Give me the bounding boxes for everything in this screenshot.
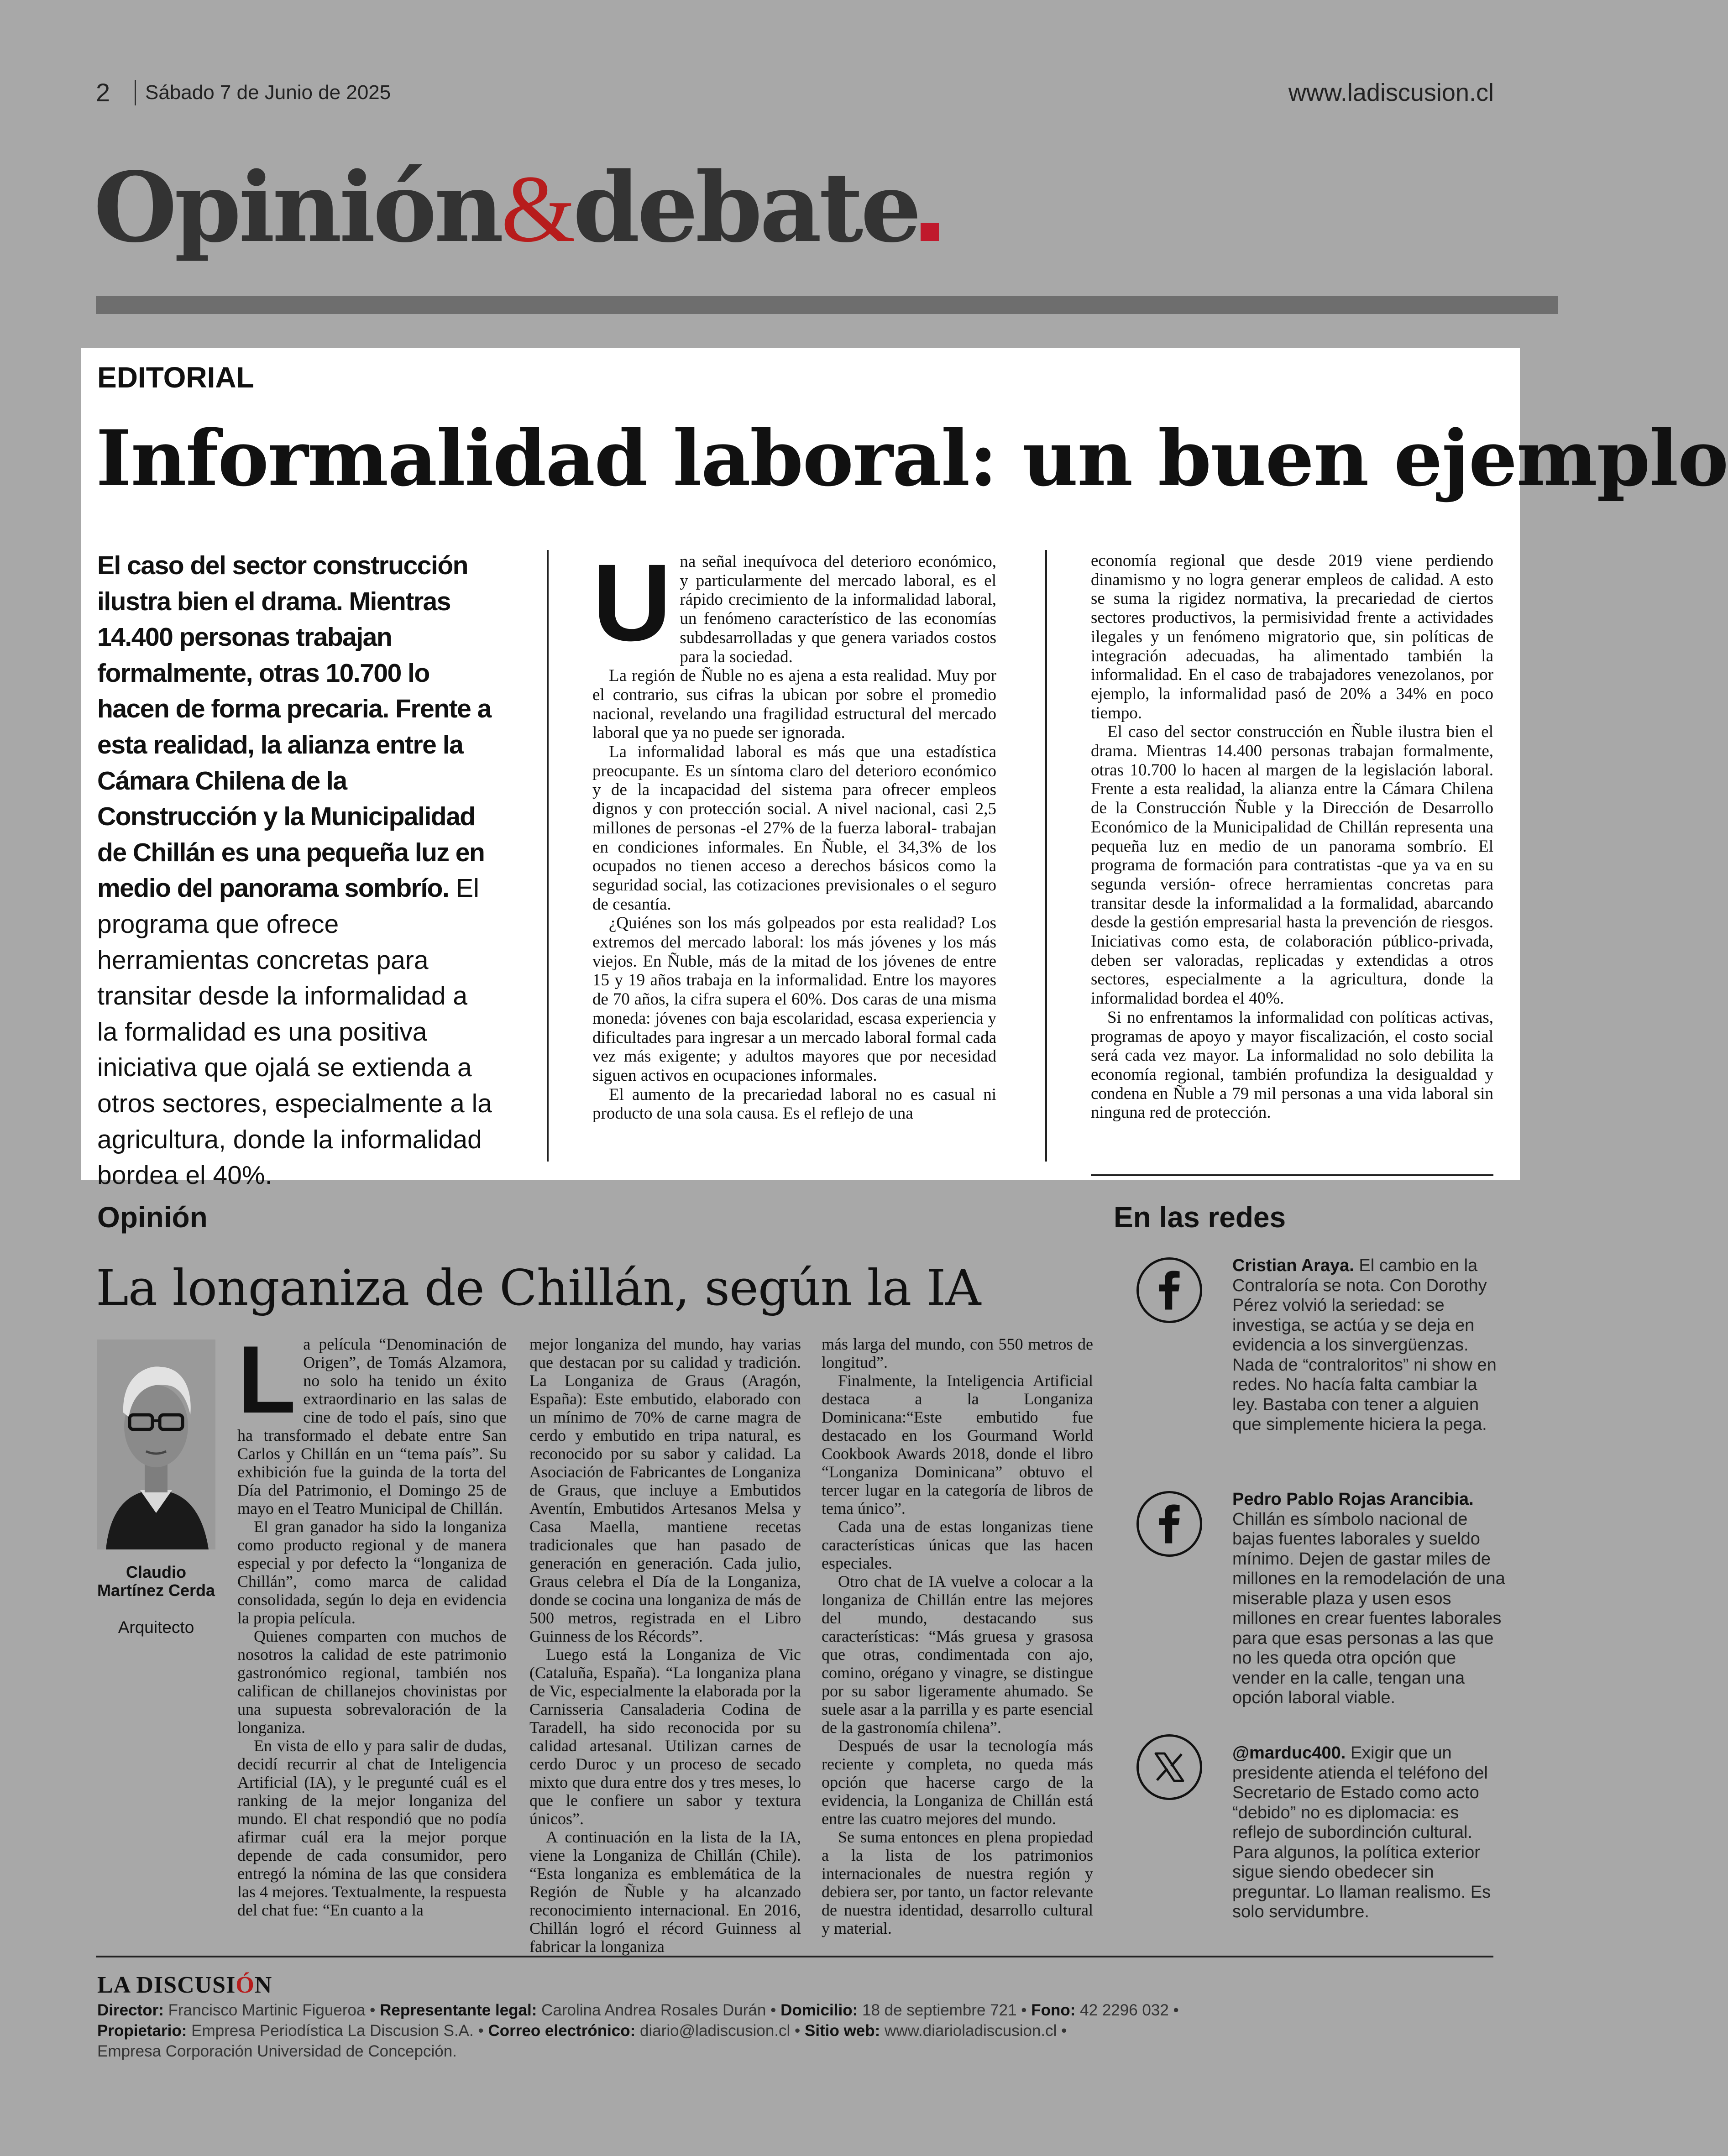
section-title-ampersand: &: [501, 156, 573, 262]
section-title-word-2: debate: [573, 151, 919, 264]
editorial-paragraph: [592, 541, 996, 666]
author-name: Claudio Martínez Cerda: [97, 1563, 215, 1600]
footer-rule: [96, 1956, 1493, 1957]
editorial-column-2: [1091, 551, 1493, 1163]
social-section-title: En las redes: [1114, 1201, 1286, 1234]
footer-value: Carolina Andrea Rosales Durán •: [537, 2001, 781, 2019]
editorial-paragraph: El caso del sector construcción en Ñuble ilustra bien el drama. Mientras 14.400 personas trabajan formalmente, otras 10.700 lo hacen al margen de la legislación laboral. Frente a esta realidad, la alianza entre la Cámara Chilena de la Construcción Ñuble y la Dirección de Desarrollo Económico de la Municipalidad de Chillán representa una pequeña luz en medio de un panorama sombrío. El programa de formación para contratistas -que ya va en su segunda versión- ofrece herramientas concretas para transitar desde la informalidad a la formalidad, abarcando desde la gestión empresarial hasta la prevención de riesgos. Iniciativas como esta, de colaboración público-privada, deben ser valoradas, replicadas y extendidas a otros sectores, especialmente a la agricultura, donde la informalidad bordea el 40%.: [1091, 722, 1493, 1008]
social-post-text: Exigir que un presidente atienda el teléfono del Secretario de Estado como acto “debido” no es diplomacia: es reflejo de subordinción cultural. Para algunos, la política exterior sigue siendo obedecer sin preguntar. Lo llaman realismo. Es solo servidumbre.: [1232, 1743, 1491, 1921]
editorial-lede-bold: El caso del sector construcción ilustra bien el drama. Mientras 14.400 personas trabajan formalmente, otras 10.700 lo hacen de forma precaria. Frente a esta realidad, la alianza entre la Cámara Chilena de la Construcción y la Municipalidad de Chillán es una pequeña luz en medio del panorama sombrío.: [97, 551, 491, 903]
footer-website[interactable]: www.diarioladiscusion.cl •: [880, 2022, 1067, 2040]
opinion-paragraph: Cada una de estas longanizas tiene características únicas que las hacen especiales.: [822, 1518, 1093, 1572]
editorial-dropcap: U: [592, 541, 672, 664]
opinion-paragraph: Finalmente, la Inteligencia Artificial destaca a la Longaniza Dominicana:“Este embutido fue destacado en los Gourmand World Cookbook Awards 2018, donde el libro “Longaniza Dominicana” obtuvo el tercer lugar en la categoría de libros de tema único”.: [822, 1371, 1093, 1518]
editorial-headline: Informalidad laboral: un buen ejemplo: [96, 413, 1728, 503]
editorial-paragraph: Si no enfrentamos la informalidad con políticas activas, programas de apoyo y mayor fiscalización, el costo social será cada vez mayor. La informalidad no solo debilita la economía regional, también profundiza la desigualdad y condena en Ñuble a 79 mil personas a una vida laboral sin ninguna red de protección.: [1091, 1008, 1493, 1122]
opinion-paragraph: Se suma entonces en plena propiedad a la lista de los patrimonios internacionales de nuestra región y debiera ser, por tanto, un factor relevante de nuestra identidad, desarrollo cultural y material.: [822, 1828, 1093, 1937]
social-post: [1232, 1256, 1506, 1435]
footer-label: Fono:: [1031, 2001, 1076, 2019]
editorial-end-rule: [1091, 1174, 1493, 1176]
editorial-lede: [97, 548, 494, 1193]
opinion-paragraph: más larga del mundo, con 550 metros de longitud”.: [822, 1335, 1093, 1371]
opinion-column-1: [237, 1326, 507, 1937]
footer-value: 42 2296 032 •: [1075, 2001, 1179, 2019]
opinion-paragraph: Luego está la Longaniza de Vic (Cataluña, España). “La longaniza plana de Vic, especialmente la elaborada por la Carnisseria Cansaladeria Codina de Taradell, ha sido reconocida por su calidad artesanal. Utilizan carnes de cerdo Duroc y un proceso de secado mixto que dura entre dos y tres meses, lo que le confiere un sabor y textura únicos”.: [529, 1645, 801, 1828]
author-role: Arquitecto: [118, 1618, 194, 1637]
facebook-icon[interactable]: [1136, 1491, 1202, 1557]
footer-value: Francisco Martinic Figueroa •: [163, 2001, 380, 2019]
author-photo: [97, 1340, 215, 1549]
editorial-paragraph: La región de Ñuble no es ajena a esta realidad. Muy por el contrario, sus cifras la ubican por sobre el promedio nacional, revelando una fragilidad estructural del mercado laboral que ya no puede ser ignorada.: [592, 666, 996, 743]
opinion-headline: La longaniza de Chillán, según la IA: [96, 1260, 981, 1317]
opinion-column-2: [529, 1335, 801, 1956]
footer-label: Sitio web:: [805, 2022, 880, 2040]
social-post: [1232, 1490, 1506, 1708]
paragraph-text: na señal inequívoca del deterioro económico, y particularmente del mercado laboral, es el rápido crecimiento de la informalidad laboral, un fenómeno característico de las economías subdesarrolladas y que genera variados costos para la sociedad.: [680, 552, 996, 666]
logo-accent-letter: Ó: [236, 1972, 255, 1998]
opinion-paragraph: El gran ganador ha sido la longaniza como producto regional y de manera especial y por defecto la “longaniza de Chillán”, como marca de calidad consolidada, según lo deja en evidencia la propia película.: [237, 1518, 507, 1627]
opinion-dropcap: L: [237, 1326, 296, 1433]
section-title-square-dot: [921, 223, 939, 241]
editorial-paragraph: economía regional que desde 2019 viene perdiendo dinamismo y no logra generar empleos de calidad. A esto se suma la rigidez normativa, la precariedad de ciertos sectores productivos, la permisividad frente a actividades ilegales y un fenómeno migratorio que, sin políticas de integración adecuadas, ha alimentado también la informalidad. En el caso de trabajadores venezolanos, por ejemplo, la informalidad pasó de 20% a 34% en poco tiempo.: [1091, 551, 1493, 722]
footer-credits-line-1: [97, 2001, 1179, 2020]
footer-value: 18 de septiembre 721 •: [858, 2001, 1032, 2019]
page-number: 2: [96, 78, 110, 107]
issue-date: Sábado 7 de Junio de 2025: [145, 81, 391, 104]
social-post-author: @marduc400.: [1232, 1743, 1346, 1763]
opinion-paragraph: Después de usar la tecnología más reciente y completa, no queda más opción que hacerse cargo de la evidencia, la Longaniza de Chillán está entre las cuatro mejores del mundo.: [822, 1737, 1093, 1828]
opinion-paragraph: Quienes comparten con muchos de nosotros la calidad de este patrimonio gastronómico regional, también nos califican de chillanejos chovinistas por una supuesta sobrevaloración de la longaniza.: [237, 1627, 507, 1737]
footer-value: Empresa Periodística La Discusion S.A. •: [187, 2022, 488, 2040]
column-rule: [1045, 550, 1047, 1162]
x-icon[interactable]: [1136, 1734, 1202, 1800]
footer-label: Correo electrónico:: [488, 2022, 636, 2040]
header-divider: [135, 80, 136, 105]
footer-label: Domicilio:: [780, 2001, 858, 2019]
editorial-paragraph: ¿Quiénes son los más golpeados por esta realidad? Los extremos del mercado laboral: los más jóvenes y los más viejos. En Ñuble, más de la mitad de los jóvenes de entre 15 y 19 años trabaja en la informalidad. Entre los mayores de 70 años, la cifra supera el 60%. Dos caras de una misma moneda: jóvenes con baja escolaridad, escasa experiencia y dificultades para ingresar a un mercado laboral formal cada vez más exigente; y adultos mayores que por necesidad siguen activos en ocupaciones informales.: [592, 914, 996, 1085]
social-post-text: Chillán es símbolo nacional de bajas fuentes laborales y sueldo mínimo. Dejen de gastar miles de millones en la remodelación de una miserable plaza y usen esos millones en crear fuentes laborales para que esas personas a las que no les queda otra opción que vender en la calle, tengan una opción laboral viable.: [1232, 1509, 1505, 1707]
footer-credits-line-2: [97, 2022, 1067, 2040]
masthead-rule: [96, 296, 1558, 314]
social-post-author: Cristian Araya.: [1232, 1256, 1354, 1275]
social-post: [1232, 1743, 1506, 1922]
logo-text: LA DISCUSI: [97, 1972, 236, 1998]
opinion-paragraph: A continuación en la lista de la IA, viene la Longaniza de Chillán (Chile). “Esta longaniza es emblemática de la Región de Ñuble y ha alcanzado reconocimiento internacional. En 2016, Chillán logró el récord Guinness al fabricar la longaniza: [529, 1828, 801, 1956]
logo-text-end: N: [254, 1972, 272, 1998]
opinion-paragraph: mejor longaniza del mundo, hay varias que destacan por su calidad y tradición. La Longaniza de Graus (Aragón, España): Este embutido, elaborado con un mínimo de 70% de carne magra de cerdo y embutido en tripa natural, es reconocido por su sabor y calidad. La Asociación de Fabricantes de Longaniza de Graus, que incluye a Embutidos Aventín, Embutidos Artesanos Melsa y Casa Maella, mantiene recetas tradicionales que han pasado de generación en generación. Cada julio, Graus celebra el Día de la Longaniza, donde se cocina una longaniza de más de 500 metros, registrada en el Libro Guinness de los Récords”.: [529, 1335, 801, 1645]
section-title-word-1: Opinión: [94, 151, 501, 264]
opinion-paragraph: En vista de ello y para salir de dudas, decidí recurrir al chat de Inteligencia Artificial (IA), y le pregunté cuál es el ranking de la mejor longaniza del mundo. El chat respondió que no podía afirmar cuál era la mejor porque depende de cada consumidor, pero entregó la nómina de las que considera las 4 mejores. Textualmente, la respuesta del chat fue: “En cuanto a la: [237, 1737, 507, 1919]
social-post-text: El cambio en la Contraloría se nota. Con Dorothy Pérez volvió la seriedad: se investiga, se actúa y se deja en evidencia a los sinvergüenzas. Nada de “contraloritos” ni show en redes. No hacía falta cambiar la ley. Bastaba con tener a alguien que simplemente hiciera la pega.: [1232, 1256, 1497, 1434]
footer-email[interactable]: diario@ladiscusion.cl •: [635, 2022, 805, 2040]
opinion-column-3: [822, 1335, 1093, 1937]
opinion-paragraph: Otro chat de IA vuelve a colocar a la longaniza de Chillán entre las mejores del mundo, destacando sus características: “Más gruesa y grasosa que otras, condimentada con ajo, comino, orégano y vinagre, se distingue por su sabor ligeramente ahumado. Se suele asar a la parrilla y es parte esencial de la gastronomía chilena”.: [822, 1572, 1093, 1737]
editorial-paragraph: El aumento de la precariedad laboral no es casual ni producto de una sola causa. Es el reflejo de una: [592, 1085, 996, 1123]
editorial-paragraph: La informalidad laboral es más que una estadística preocupante. Es un síntoma claro del deterioro económico y de la incapacidad del sistema para ofrecer empleos dignos y con protección social. A nivel nacional, casi 2,5 millones de personas -el 27% de la fuerza laboral- trabajan en condiciones informales. En Ñuble, el 34,3% de los ocupados no tienen acceso a derechos básicos como la seguridad social, las cotizaciones previsionales o el seguro de cesantía.: [592, 743, 996, 914]
section-title: [94, 151, 939, 264]
editorial-lede-rest: El programa que ofrece herramientas concretas para transitar desde la informalidad a la formalidad es una positiva iniciativa que ojalá se extienda a otros sectores, especialmente a la agricultura, donde la informalidad bordea el 40%.: [97, 874, 492, 1190]
footer-label: Representante legal:: [380, 2001, 537, 2019]
editorial-column-1: [592, 541, 996, 1159]
footer-label: Propietario:: [97, 2022, 187, 2040]
editorial-kicker: EDITORIAL: [97, 361, 254, 394]
paragraph-text: a película “Denominación de Origen”, de Tomás Alzamora, no solo ha tenido un éxito extraordinario en las salas de cine de todo el país, sino que ha transformado el debate entre San Carlos y Chillán en un “tema país”. Su exhibición fue la guinda de la torta del Día del Patrimonio, el Domingo 25 de mayo en el Teatro Municipal de Chillán.: [237, 1335, 507, 1518]
facebook-icon[interactable]: [1136, 1257, 1202, 1323]
site-url[interactable]: www.ladiscusion.cl: [1288, 79, 1494, 106]
footer-label: Director:: [97, 2001, 164, 2019]
column-rule: [547, 550, 549, 1162]
opinion-kicker: Opinión: [97, 1201, 208, 1234]
opinion-paragraph: [237, 1326, 507, 1518]
footer-logo: [97, 1972, 272, 1999]
social-post-author: Pedro Pablo Rojas Arancibia.: [1232, 1490, 1474, 1509]
footer-credits-line-3: Empresa Corporación Universidad de Concepción.: [97, 2042, 457, 2060]
